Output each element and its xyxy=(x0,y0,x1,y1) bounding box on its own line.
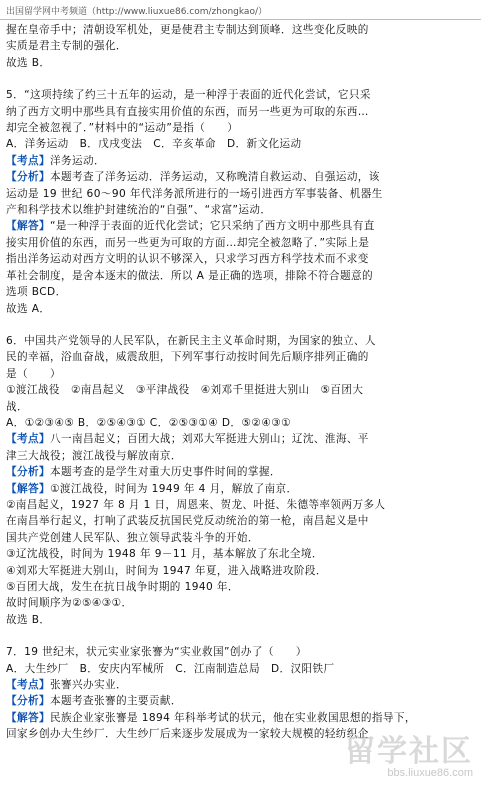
text-line: 指出洋务运动对西方文明的认识不够深入，只求学习西方科学技术而不求变 xyxy=(6,253,369,266)
kaodian-text: 八一南昌起义；百团大战；刘邓大军挺进大别山；辽沈、淮海、平 xyxy=(49,433,369,446)
jieda-tag: 【解答】 xyxy=(6,220,50,233)
watermark-sub-text: bbs.liuxue86.com xyxy=(387,767,473,779)
header-url-text: 出国留学网中考频道（http://www.liuxue86.com/zhongkao/） xyxy=(6,7,267,17)
fenxi-text: 本题考查了洋务运动．洋务运动，又称晚清自救运动、自强运动，该 xyxy=(49,171,380,184)
kaodian-text: 洋务运动． xyxy=(49,154,105,167)
spacer xyxy=(6,71,472,87)
watermark-logo xyxy=(345,737,473,779)
jieda-text: 民族企业家张謇是 1894 年科举考试的状元，他在实业救国思想的指导下， xyxy=(49,711,416,724)
text-line: 津三大战役；渡江战役与解放南京． xyxy=(6,449,182,462)
answer-line: 故选 B． xyxy=(6,613,51,626)
jieda-tag: 【解答】 xyxy=(6,482,50,495)
kaodian-line xyxy=(6,677,472,693)
kaodian-tag: 【考点】 xyxy=(6,154,50,167)
text-line: ②南昌起义，1927 年 8 月 1 日，周恩来、贺龙、叶挺、朱德等率领两万多人 xyxy=(6,498,386,511)
question-6-options: A．①②③④⑤ B．②⑤④③① C．②⑤③①④ D．⑤②④③① xyxy=(6,416,291,429)
jieda-tag: 【解答】 xyxy=(6,711,50,724)
kaodian-tag: 【考点】 xyxy=(6,679,50,692)
question-7-text: 7．19 世纪末，状元实业家张謇为“实业救国”创办了（ ） xyxy=(6,646,307,659)
text-line: 故时间顺序为②⑤④③①． xyxy=(6,597,133,610)
text-line: 选项 BCD． xyxy=(6,286,67,299)
text-line: ①渡江战役 ②南昌起义 ③平津战役 ④刘邓千里挺进大别山 ⑤百团大 xyxy=(6,384,364,397)
watermark-main-text: 留学社区 xyxy=(345,735,473,768)
text-line: 国共产党创建人民军队、独立领导武装斗争的开始． xyxy=(6,531,259,544)
jieda-text: “是一种浮于表面的近代化尝试；它只采纳了西方文明中那些具有直 xyxy=(49,220,375,233)
text-line: 产和科学技术以维护封建统治的“自强”、“求富”运动． xyxy=(6,204,272,217)
answer-line: 故选 A． xyxy=(6,302,51,315)
text-line: 是（ ） xyxy=(6,367,61,380)
fenxi-line xyxy=(6,169,472,185)
jieda-text: ①渡江战役，时间为 1949 年 4 月，解放了南京． xyxy=(49,482,298,495)
fenxi-tag: 【分析】 xyxy=(6,466,50,479)
question-6-text: 6．中国共产党领导的人民军队，在新民主主义革命时期，为国家的独立、人 xyxy=(6,334,376,347)
fenxi-line xyxy=(6,464,472,480)
page-header xyxy=(0,0,481,20)
document-body xyxy=(6,22,472,743)
text-line: 纳了西方文明中那些具有直接实用价值的东西，而另一些更为可取的东西… xyxy=(6,105,369,118)
question-5-options: A．洋务运动 B．戊戌变法 C．辛亥革命 D．新文化运动 xyxy=(6,138,302,151)
text-line: 接实用价值的东西，而另一些更为可取的方面…却完全被忽略了．”实际上是 xyxy=(6,236,370,249)
jieda-line xyxy=(6,710,472,726)
text-line: 革社会制度，是舍本逐末的做法．所以 A 是正确的选项，排除不符合题意的 xyxy=(6,269,373,282)
fenxi-line xyxy=(6,693,472,709)
kaodian-tag: 【考点】 xyxy=(6,433,50,446)
question-7-options: A．大生纱厂 B．安庆内军械所 C．江南制造总局 D．汉阳铁厂 xyxy=(6,662,335,675)
kaodian-text: 张謇兴办实业． xyxy=(49,679,127,692)
text-line: 战． xyxy=(6,400,28,413)
jieda-line xyxy=(6,218,472,234)
fenxi-tag: 【分析】 xyxy=(6,695,50,708)
fenxi-text: 本题考查的是学生对重大历史事件时间的掌握． xyxy=(49,466,281,479)
text-line: 回家乡创办大生纱厂．大生纱厂后来逐步发展成为一家较大规模的轻纺织企 xyxy=(6,728,369,741)
text-line: ④刘邓大军挺进大别山，时间为 1947 年夏，进入战略进攻阶段． xyxy=(6,564,327,577)
kaodian-line xyxy=(6,431,472,447)
text-line: 却完全被忽视了．”材料中的“运动”是指（ ） xyxy=(6,122,239,135)
text-line: 实质是君主专制的强化． xyxy=(6,40,127,53)
answer-line: 故选 B． xyxy=(6,56,51,69)
question-5-text: 5．“这项持续了约三十五年的运动，是一种浮于表面的近代化尝试，它只采 xyxy=(6,89,371,102)
fenxi-tag: 【分析】 xyxy=(6,171,50,184)
text-line: ⑤百团大战，发生在抗日战争时期的 1940 年． xyxy=(6,581,239,593)
text-line: 运动是 19 世纪 60～90 年代洋务派所进行的一场引进西方军事装备、机器生 xyxy=(6,187,383,200)
spacer xyxy=(6,628,472,644)
fenxi-text: 本题考查张謇的主要贡献． xyxy=(49,695,182,708)
text-line: 民的幸福，浴血奋战，威震敌胆，下列军事行动按时间先后顺序排列正确的 xyxy=(6,351,369,364)
spacer xyxy=(6,317,472,333)
text-line: 在南昌举行起义，打响了武装反抗国民党反动统治的第一枪，南昌起义是中 xyxy=(6,515,369,528)
kaodian-line xyxy=(6,153,472,169)
text-line: 握在皇帝手中；清朝设军机处，更是使君主专制达到顶峰．这些变化反映的 xyxy=(6,24,369,36)
text-line: ③辽沈战役，时间为 1948 年 9－11 月，基本解放了东北全境． xyxy=(6,548,323,561)
jieda-line xyxy=(6,481,472,497)
